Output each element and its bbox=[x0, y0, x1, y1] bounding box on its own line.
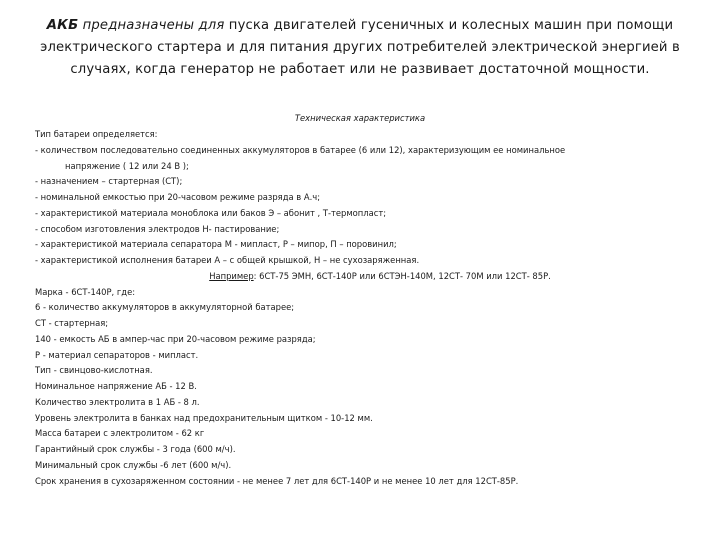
spec-line: - назначением – стартерная (СТ); bbox=[35, 176, 183, 187]
spec-line: 6 - количество аккумуляторов в аккумуляторной батарее; bbox=[35, 302, 295, 313]
section-subtitle: Техническая характеристика bbox=[294, 113, 426, 123]
spec-line: Количество электролита в 1 АБ - 8 л. bbox=[35, 396, 200, 407]
spec-line: - характеристикой материала моноблока или баков Э – абонит , Т-термопласт; bbox=[35, 207, 387, 218]
example-line bbox=[35, 269, 695, 285]
spec-line: Уровень электролита в банках над предохранительным щитком - 10-12 мм. bbox=[35, 412, 373, 423]
example-label: Например bbox=[209, 270, 254, 281]
spec-line: - характеристикой материала сепаратора М - мипласт, Р – мипор, П – поровинил; bbox=[35, 239, 397, 250]
spec-line: - количеством последовательно соединенных аккумуляторов в батарее (6 или 12), характеризующим ее номинальное bbox=[35, 144, 566, 155]
intro-lead-italic: предназначены для bbox=[82, 18, 225, 33]
spec-line: Марка - 6СТ-140Р, где: bbox=[35, 286, 136, 297]
spec-line: напряжение ( 12 или 24 В ); bbox=[65, 160, 189, 171]
intro-lead-abbr: АКБ bbox=[46, 18, 79, 33]
spec-line: Гарантийный срок службы - 3 года (600 м/ч). bbox=[35, 444, 236, 454]
spec-line: Р - материал сепараторов - мипласт. bbox=[35, 349, 199, 360]
spec-line: - способом изготовления электродов Н- пастирование; bbox=[35, 223, 280, 234]
spec-line: Тип - свинцово-кислотная. bbox=[35, 365, 153, 376]
spec-line: Номинальное напряжение АБ - 12 В. bbox=[35, 381, 197, 391]
intro-line-1-text: пуска двигателей гусеничных и колесных машин при помощи bbox=[224, 18, 674, 33]
spec-line: - характеристикой исполнения батареи А – с общей крышкой, Н – не сухозаряженная. bbox=[35, 255, 420, 265]
intro-line-1 bbox=[40, 15, 680, 37]
example-text: : 6СТ-75 ЭМН, 6СТ-140Р или 6СТЭН-140М, 12СТ- 70М или 12СТ- 85Р. bbox=[253, 270, 551, 281]
intro-line-3: случаях, когда генератор не работает или не развивает достаточной мощности. bbox=[70, 62, 650, 77]
spec-line: Тип батареи определяется: bbox=[35, 129, 158, 139]
spec-line: СТ - стартерная; bbox=[35, 318, 109, 328]
spec-text-block bbox=[35, 127, 695, 489]
intro-line-2: электрического стартера и для питания других потребителей электрической энергией в bbox=[40, 40, 680, 55]
spec-line: Срок хранения в сухозаряженном состоянии - не менее 7 лет для 6СТ-140Р и не менее 10 лет для 12СТ-85Р. bbox=[35, 475, 519, 486]
spec-line: 140 - емкость АБ в ампер-час при 20-часовом режиме разряда; bbox=[35, 333, 316, 344]
spec-line: Минимальный срок службы -6 лет (600 м/ч). bbox=[35, 459, 232, 470]
intro-paragraph bbox=[40, 15, 680, 81]
spec-line: - номинальной емкостью при 20-часовом режиме разряда в А.ч; bbox=[35, 192, 321, 202]
spec-line: Масса батареи с электролитом - 62 кг bbox=[35, 428, 205, 439]
